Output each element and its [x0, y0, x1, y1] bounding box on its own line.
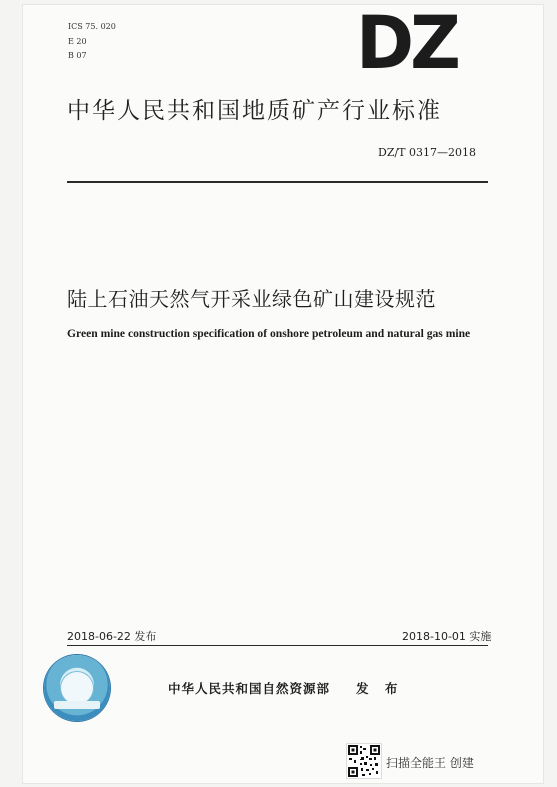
document-title-chinese: 陆上石油天然气开采业绿色矿山建设规范	[67, 287, 436, 311]
ministry-seal-icon	[44, 655, 110, 721]
publish-label: 发 布	[356, 681, 404, 696]
issue-date: 2018-06-22 发布	[67, 630, 157, 643]
ccs-code: E 20	[68, 36, 87, 46]
publisher-name: 中华人民共和国自然资源部	[168, 681, 331, 696]
footer-divider	[67, 645, 488, 646]
effective-date: 2018-10-01 实施	[402, 630, 492, 643]
document-title-english: Green mine construction specification of onshore petroleum and natural gas mine	[67, 327, 471, 340]
filing-code: B 07	[68, 51, 87, 60]
dz-logo: DZ	[356, 0, 457, 87]
standard-code: DZ/T 0317—2018	[378, 146, 476, 159]
classification-codes	[68, 20, 116, 64]
seal-center	[61, 672, 93, 704]
qr-code-icon	[346, 743, 382, 779]
seal-band	[54, 701, 100, 709]
scanner-watermark: 扫描全能王 创建	[386, 756, 474, 770]
standard-category-title: 中华人民共和国地质矿产行业标准	[67, 98, 442, 124]
header-divider	[67, 181, 488, 183]
ics-code: ICS 75. 020	[68, 22, 116, 31]
